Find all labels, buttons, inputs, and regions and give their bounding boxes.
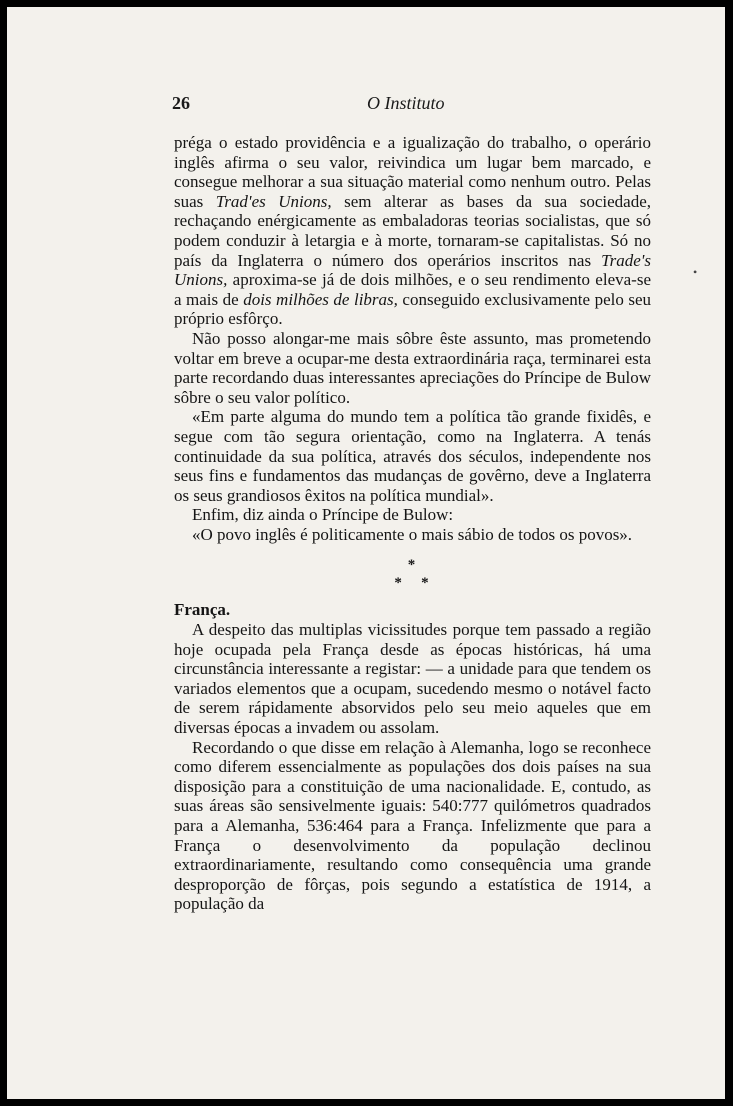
page-header [7,93,725,117]
running-title: O Instituto [367,93,445,113]
page-number: 26 [172,93,190,113]
italic-term: Trad'es Unions, [215,191,332,211]
italic-term: Trade's Unions, [174,250,651,290]
paragraph-trade-unions [174,133,651,329]
text-run: préga o estado providência e a igualização do trabalho, o operário inglês afirma o seu valor, reivindica um lugar bem marcado, e consegue melhorar a sua situação material como nenhum outro. Pelas suas [174,133,651,211]
paragraph: Recordando o que disse em relação à Alemanha, logo se reconhece como diferem essencialmente as populações dos dois países na sua disposição para a constituição de uma nacionalidade. E, contudo, as suas áreas são sensivelmente iguais: 540:777 quilómetros quadrados para a Alemanha, 536:464 para a França. Infelizmente que para a França o desenvolvimento da população declinou extraordinariamente, resultando como consequência uma grande desproporção de fôrças, pois segundo a estatística de 1914, a população da [174,737,651,914]
paragraph: Não posso alongar-me mais sôbre êste assunto, mas prometendo voltar em breve a ocupar-me desta extraordinária raça, terminarei esta parte recordando duas interessantes apreciações do Príncipe de Bulow sôbre o seu valor político. [174,328,651,407]
paragraph: A despeito das multiplas vicissitudes porque tem passado a região hoje ocupada pela França desde as épocas históricas, há uma circunstância interessante a registar: — a unidade para que tendem os variados elementos que a ocupam, sucedendo mesmo o notável facto de serem rápidamente absorvidos pelo seu meio aqueles que em diversas épocas a invadem ou assolam. [174,620,651,738]
paragraph: «O povo inglês é politicamente o mais sábio de todos os povos». [192,524,633,544]
section-separator [174,556,651,592]
separator-top: * [407,557,418,574]
text-run: conseguido exclusivamente pelo seu próprio esfôrço. [174,289,651,329]
italic-term: dois milhões de libras, [243,289,398,309]
paragraph: «Em parte alguma do mundo tem a política tão grande fixidês, e segue com tão segura orientação, como na Inglaterra. A tenás continuidade da sua política, através dos séculos, independente nos seus fins e fundamentos das mudanças de govêrno, deve a Inglaterra os seus grandiosos êxitos na política mundial». [174,407,651,505]
document-page [7,7,725,1099]
body-text [174,133,651,914]
text-run: sem alterar as bases da sua sociedade, rechaçando enérgicamente as embaladoras teorias socialistas, que só podem conduzir à letargia e à morte, tornaram-se capitalistas. Só no país da Inglaterra o número dos operários inscritos nas [174,191,652,270]
paragraph: Enfim, diz ainda o Príncipe de Bulow: [192,505,454,525]
separator-bottom: * * [394,575,431,592]
text-run: aproxima-se já de dois milhões, e o seu rendimento eleva-se a mais de [174,270,651,309]
section-heading: França. [174,600,231,620]
margin-mark: • [693,265,698,279]
